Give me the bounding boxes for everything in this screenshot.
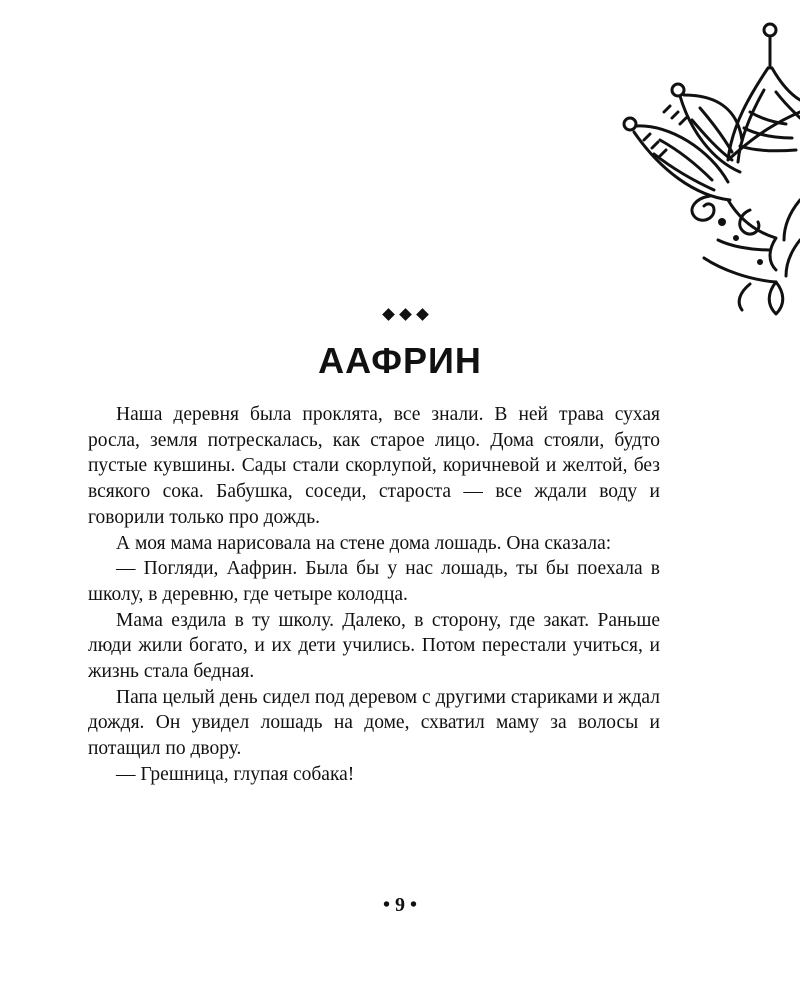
- dialogue-paragraph: — Погляди, Аафрин. Была бы у нас лошадь, ты бы поехала в школу, в деревню, где четыре колодца.: [88, 558, 660, 605]
- diamond-icon: [399, 308, 412, 321]
- dialogue-paragraph: — Грешница, глупая собака!: [116, 763, 355, 785]
- diamond-icon: [416, 308, 429, 321]
- section-divider: [0, 304, 800, 324]
- paragraph: Наша деревня была проклята, все знали. В ней трава сухая росла, земля потрескалась, как старое лицо. Дома стояли, будто пустые кувшины. Сады стали скорлупой, коричневой и желтой, без всякого сока. Бабушка, соседи, староста — все ждали воду и говорили только про дождь.: [88, 404, 660, 528]
- chapter-body: [88, 402, 660, 788]
- diamond-icon: [382, 308, 395, 321]
- paragraph: Мама ездила в ту школу. Далеко, в сторону, где закат. Раньше люди жили богато, и их дети учились. Потом перестали учиться, и жизнь стала бедная.: [88, 609, 660, 683]
- paragraph: А моя мама нарисовала на стене дома лошадь. Она сказала:: [116, 532, 612, 554]
- chapter-title: ААФРИН: [318, 340, 482, 381]
- lotus-ornament-icon: [600, 0, 800, 320]
- page-number: • 9 •: [382, 894, 417, 916]
- paragraph: Папа целый день сидел под деревом с другими стариками и ждал дождя. Он увидел лошадь на доме, схватил маму за волосы и потащил по двору.: [88, 686, 660, 760]
